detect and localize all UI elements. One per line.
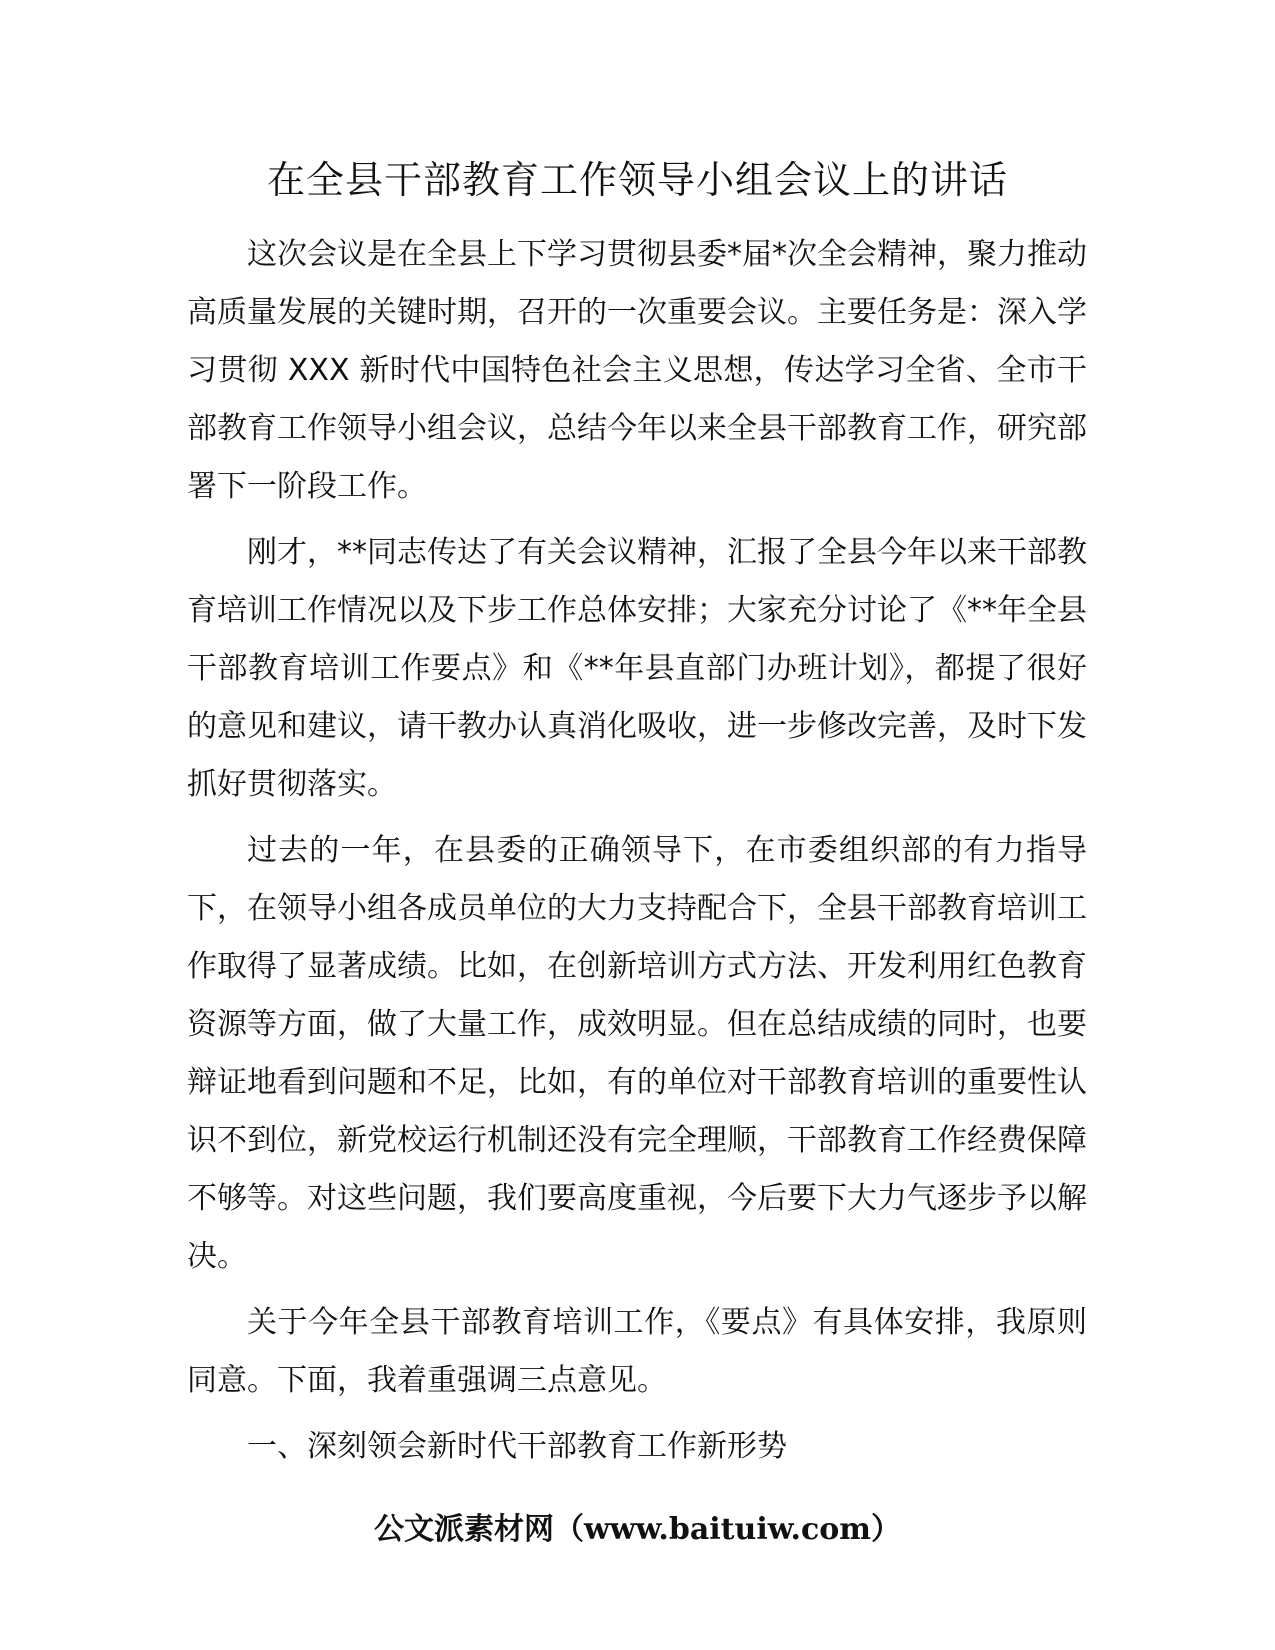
paragraph-1: 这次会议是在全县上下学习贯彻县委*届*次全会精神，聚力推动高质量发展的关键时期，召开的一次重要会议。主要任务是：深入学习贯彻 XXX 新时代中国特色社会主义思想，传达学习全省、全市干部教育工作领导小组会议，总结今年以来全县干部教育工作，研究部署下一阶段工作。 <box>187 237 1087 504</box>
footer-watermark: 公文派素材网（www.baituiw.com） <box>373 1512 902 1547</box>
paragraph-4: 关于今年全县干部教育培训工作，《要点》有具体安排，我原则同意。下面，我着重强调三点意见。 <box>187 1305 1087 1398</box>
paragraph-2: 刚才，**同志传达了有关会议精神，汇报了全县今年以来干部教育培训工作情况以及下步工作总体安排；大家充分讨论了《**年全县干部教育培训工作要点》和《**年县直部门办班计划》，都提了很好的意见和建议，请干教办认真消化吸收，进一步修改完善，及时下发抓好贯彻落实。 <box>187 535 1087 802</box>
section-heading-1: 一、深刻领会新时代干部教育工作新形势 <box>247 1429 787 1464</box>
document-title: 在全县干部教育工作领导小组会议上的讲话 <box>266 158 1008 202</box>
document-body <box>187 226 1087 1476</box>
paragraph-3: 过去的一年，在县委的正确领导下，在市委组织部的有力指导下，在领导小组各成员单位的大力支持配合下，全县干部教育培训工作取得了显著成绩。比如，在创新培训方式方法、开发利用红色教育资源等方面，做了大量工作，成效明显。但在总结成绩的同时，也要辩证地看到问题和不足，比如，有的单位对干部教育培训的重要性认识不到位，新党校运行机制还没有完全理顺，干部教育工作经费保障不够等。对这些问题，我们要高度重视，今后要下大力气逐步予以解决。 <box>187 833 1087 1274</box>
